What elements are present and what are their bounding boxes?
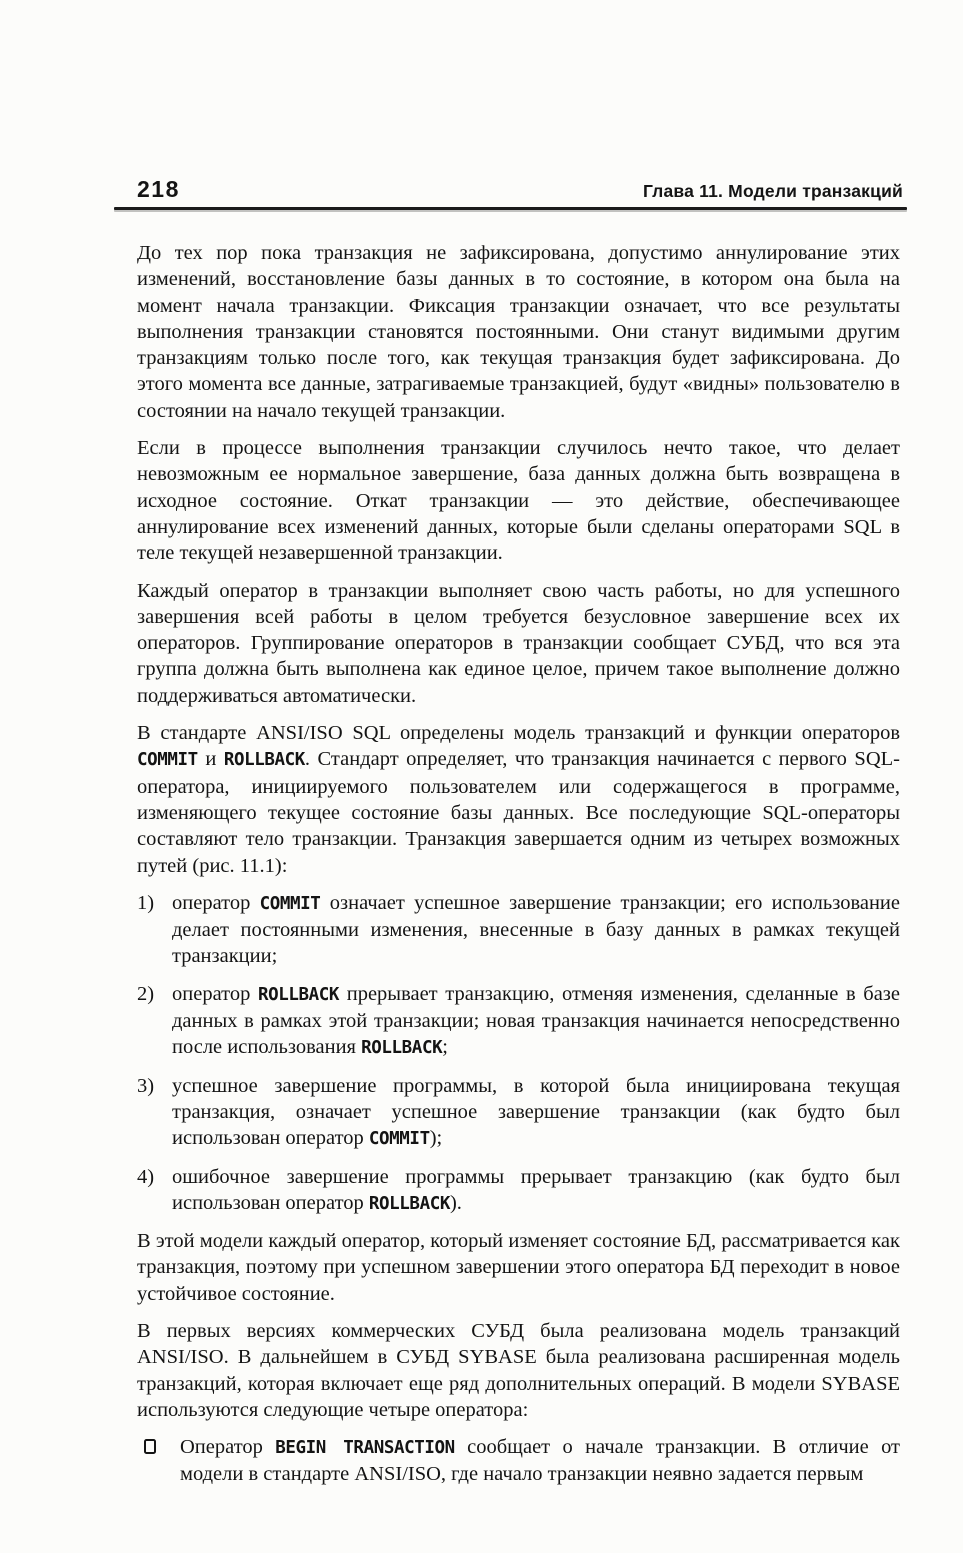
inline-code: COMMIT — [137, 750, 198, 771]
paragraph: В этой модели каждый оператор, который изменяет состояние БД, рассматривается как транзакция, поэтому при успешном завершении этого оператора БД переходит в новое устойчивое состояние. — [137, 1230, 900, 1305]
numbered-item — [137, 1073, 900, 1153]
inline-code: COMMIT — [259, 893, 321, 914]
bullet-item — [137, 1434, 900, 1488]
paragraph: Если в процессе выполнения транзакции случилось нечто такое, что делает невозможным ее нормальное завершение, база данных должна быть возвращена в исходное состояние. Откат транзакции — это действие, обеспечивающее аннулирование всех изменений данных, которые были сделаны операторами SQL в теле текущей незавершенной транзакции. — [137, 437, 900, 565]
square-bullet-icon — [137, 1434, 180, 1488]
item-text: Оператор BEGIN TRANSACTION сообщает о начале транзакции. В отличие от модели в стандарте ANSI/ISO, где начало транзакции неявно задается первым — [180, 1436, 901, 1486]
item-number: 4) — [137, 1165, 155, 1188]
numbered-item — [137, 890, 900, 970]
paragraph: В первых версиях коммерческих СУБД была реализована модель транзакций ANSI/ISO. В дальнейшем в СУБД SYBASE была реализована расширенная модель транзакций, которая включает еще ряд дополнительных операций. В модели SYBASE используются следующие четыре оператора: — [137, 1319, 900, 1421]
numbered-item — [137, 1164, 900, 1218]
paragraph: Каждый оператор в транзакции выполняет свою часть работы, но для успешного завершения всей работы в целом требуется безусловное завершение всех их операторов. Группирование операторов в транзакции сообщает СУБД, что вся эта группа должна быть выполнена как единое целое, причем такое выполнение должно поддерживаться автоматически. — [137, 579, 900, 707]
header-rule — [114, 207, 907, 210]
item-text: ошибочное завершение программы прерывает транзакцию (как будто был использован оператор ROLLBACK). — [172, 1165, 900, 1214]
inline-code: COMMIT — [368, 1129, 430, 1150]
inline-code: BEGIN TRANSACTION — [275, 1438, 455, 1459]
inline-code: ROLLBACK — [223, 750, 305, 771]
page-number: 218 — [137, 176, 180, 202]
numbered-item — [137, 981, 900, 1062]
item-text: оператор COMMIT означает успешное завершение транзакции; его использование делает постоянными изменения, внесенные в базу данных в рамках текущей транзакции; — [172, 891, 901, 968]
inline-code: ROLLBACK — [257, 984, 340, 1005]
paragraph: До тех пор пока транзакция не зафиксирована, допустимо аннулирование этих изменений, восстановление базы данных в то состояние, в котором она была на момент начала транзакции. Фиксация транзакции означает, что все результаты выполнения транзакции становятся постоянными. Они станут видимыми другим транзакциям только после того, как текущая транзакция будет зафиксирована. До этого момента все данные, затрагиваемые транзакцией, будут «видны» пользователю в состоянии на начало текущей транзакции. — [137, 242, 900, 422]
inline-code: ROLLBACK — [368, 1193, 450, 1214]
page-body — [137, 240, 900, 1499]
paragraph: В стандарте ANSI/ISO SQL определены модель транзакций и функции операторов COMMIT и ROLLBACK. Стандарт определяет, что транзакция начинается с первого SQL-оператора, инициируемого пользователем или содержащегося в программе, изменяющего текущее состояние базы данных. Все последующие SQL-операторы составляют тело транзакции. Транзакция завершается одним из четырех возможных путей (рис. 11.1): — [137, 722, 900, 877]
item-number: 2) — [137, 982, 155, 1005]
item-number: 1) — [137, 891, 155, 914]
inline-code: ROLLBACK — [361, 1038, 443, 1059]
item-number: 3) — [137, 1074, 155, 1097]
item-text: успешное завершение программы, в которой была инициирована текущая транзакция, означает успешное завершение транзакции (как будто был использован оператор COMMIT); — [172, 1074, 900, 1150]
square-bullet-glyph — [144, 1439, 156, 1454]
page-header — [137, 176, 903, 203]
chapter-title: Глава 11. Модели транзакций — [642, 181, 903, 201]
item-text: оператор ROLLBACK прерывает транзакцию, отменяя изменения, сделанные в базе данных в рамках этой транзакции; новая транзакция начинается непосредственно после использования ROLLBACK; — [172, 982, 901, 1059]
